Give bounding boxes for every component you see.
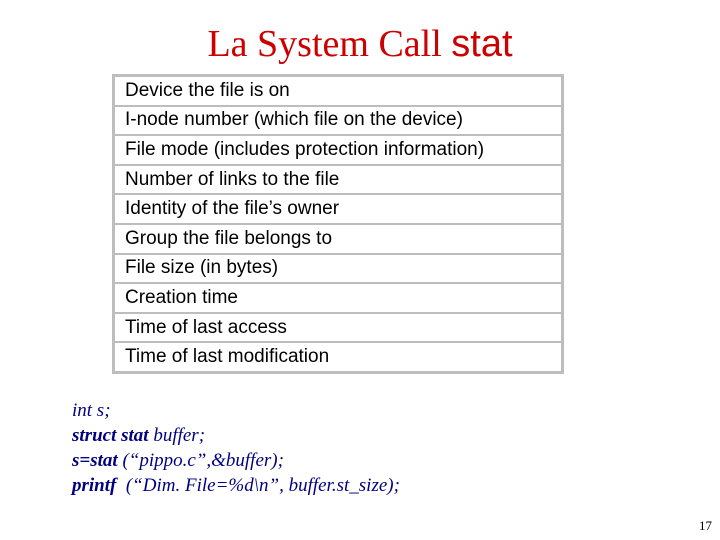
code-text: buffer; xyxy=(148,425,206,446)
stat-fields-table xyxy=(112,74,564,374)
code-text: (“Dim. File=%d\n”, buffer.st_size); xyxy=(116,475,400,496)
table-row: File mode (includes protection information) xyxy=(115,136,561,164)
code-snippet xyxy=(72,398,400,498)
slide-title-text: La System Call xyxy=(207,23,452,65)
table-row: I-node number (which file on the device) xyxy=(115,107,561,135)
code-keyword: printf xyxy=(72,475,117,496)
code-text: (“pippo.c”,&buffer); xyxy=(117,450,284,471)
table-row: Creation time xyxy=(115,284,561,312)
code-keyword: struct stat xyxy=(72,425,149,446)
page-number: 17 xyxy=(699,518,712,533)
table-row: Number of links to the file xyxy=(115,166,561,194)
code-line: int s; xyxy=(72,400,111,421)
table-row: Time of last modification xyxy=(115,343,561,371)
code-line xyxy=(72,448,400,473)
slide-title xyxy=(0,22,720,66)
table-row: File size (in bytes) xyxy=(115,255,561,283)
table-row: Time of last access xyxy=(115,314,561,342)
table-row: Device the file is on xyxy=(115,77,561,105)
code-line xyxy=(72,473,400,498)
code-line xyxy=(72,423,400,448)
table-row: Identity of the file’s owner xyxy=(115,195,561,223)
slide-title-stat: stat xyxy=(451,23,513,65)
code-keyword: s=stat xyxy=(72,450,118,471)
table-row: Group the file belongs to xyxy=(115,225,561,253)
